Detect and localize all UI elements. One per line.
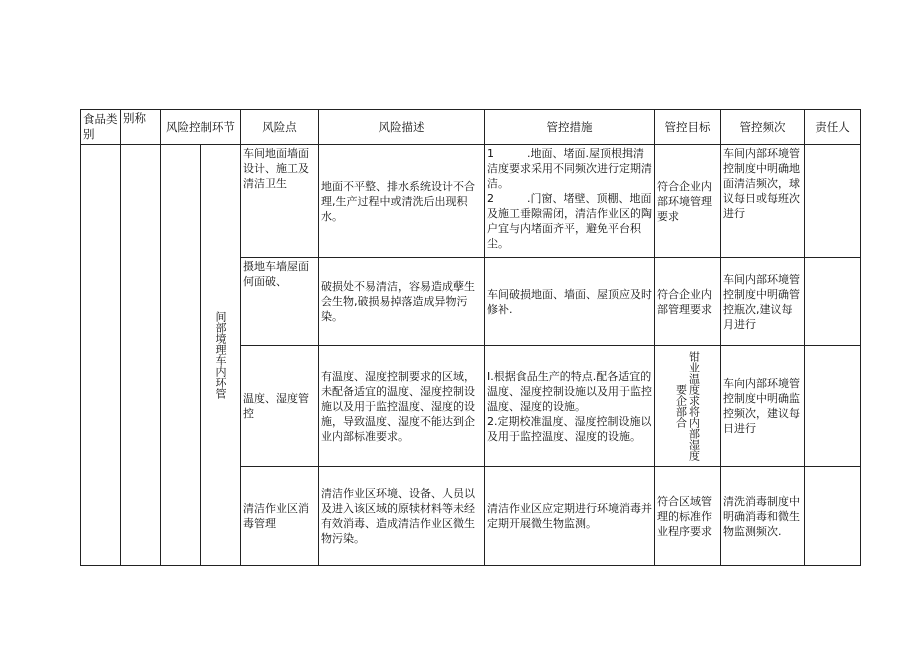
food-category-cell xyxy=(81,145,121,566)
control-measures-cell: Ⅰ.根据食品生产的特点.配各适宜的温度、湿度控制设施以及用于监控温度、湿度的设施。 2.定期校准温度、湿度控制设施以及用于监控温度、湿度的设施。 xyxy=(485,346,655,467)
header-control-goal: 管控目标 xyxy=(655,110,721,145)
control-goal-cell xyxy=(655,346,721,467)
risk-point-cell: 温度、湿度管控 xyxy=(241,346,319,467)
responsible-cell xyxy=(805,346,861,467)
control-goal-vertical-text: 钳业温度求将内部湿度要企部合 xyxy=(674,351,701,461)
control-measures-cell: 车间破损地面、墙面、屋顶应及时修补. xyxy=(485,258,655,346)
risk-description-cell: 地面不平整、排水系统设计不合理,生产过程中或清洗后出现积水。 xyxy=(319,145,485,258)
header-control-frequency: 管控频次 xyxy=(721,110,805,145)
section-label-cell xyxy=(201,145,241,566)
control-frequency-cell: 车向内部环境管控制度中明确监控频次，建议每日进行 xyxy=(721,346,805,467)
header-risk-point: 风险点 xyxy=(241,110,319,145)
header-row xyxy=(81,110,861,145)
risk-description-cell: 破损处不易清洁，容易造成孽生会生物,破损易掉落造成异物污染。 xyxy=(319,258,485,346)
risk-point-cell: 车间地面墙面设计、施工及清洁卫生 xyxy=(241,145,319,258)
control-measures-cell: 清洁作业区应定期进行环境消毒并定期开展微生物监测。 xyxy=(485,467,655,566)
section-label: 间部境理车内环管 xyxy=(214,311,227,399)
risk-description-cell: 清洁作业区环境、设备、人员以及进入该区域的原犊材料等未经有效消毒、造成清洁作业区微生物污染。 xyxy=(319,467,485,566)
risk-description-cell: 有温度、湿度控制要求的区域，未配备适宜的温度、湿度控制设施以及用于监控温度、湿度的设施，导致温度、湿度不能达到企业内部标准要求。 xyxy=(319,346,485,467)
control-goal-cell: 符合企业内部管理要求 xyxy=(655,258,721,346)
responsible-cell xyxy=(805,258,861,346)
control-measures-cell: 1 .地面、堵面.屋顶根揖清洁度要求采用不同频次进行定期清洁。 2 .门窗、堵壁、顶棚、地面及施工垂隙需闭，清洁作业区的陶户宜与内堵面齐平，避免平台积尘。 xyxy=(485,145,655,258)
risk-point-cell: 清洁作业区消毒管理 xyxy=(241,467,319,566)
header-category: 别称 xyxy=(121,110,161,145)
risk-control-table xyxy=(80,109,861,566)
header-responsible: 责任人 xyxy=(805,110,861,145)
control-frequency-cell: 车间内部环境管控制度中明确管控瓶次,建议每月进行 xyxy=(721,258,805,346)
responsible-cell xyxy=(805,145,861,258)
header-food-category: 食品类别 xyxy=(81,110,121,145)
header-control-link: 风险控制环节 xyxy=(161,110,241,145)
control-link-cell xyxy=(161,145,201,566)
control-goal-cell: 符合区域管理的标准作业程序要求 xyxy=(655,467,721,566)
control-frequency-cell: 清洗消毒制度中明确消毒和微生物监测频次. xyxy=(721,467,805,566)
control-frequency-cell: 车间内部环境管控制度中明确地面清洁频次，球议每日或每班次进行 xyxy=(721,145,805,258)
responsible-cell xyxy=(805,467,861,566)
header-control-measures: 管控措施 xyxy=(485,110,655,145)
header-risk-description: 风险描述 xyxy=(319,110,485,145)
control-goal-cell: 符合企业内部环境管理要求 xyxy=(655,145,721,258)
category-cell xyxy=(121,145,161,566)
table-row xyxy=(81,145,861,258)
risk-point-cell: 摄地车墙屋面何面破、 xyxy=(241,258,319,346)
